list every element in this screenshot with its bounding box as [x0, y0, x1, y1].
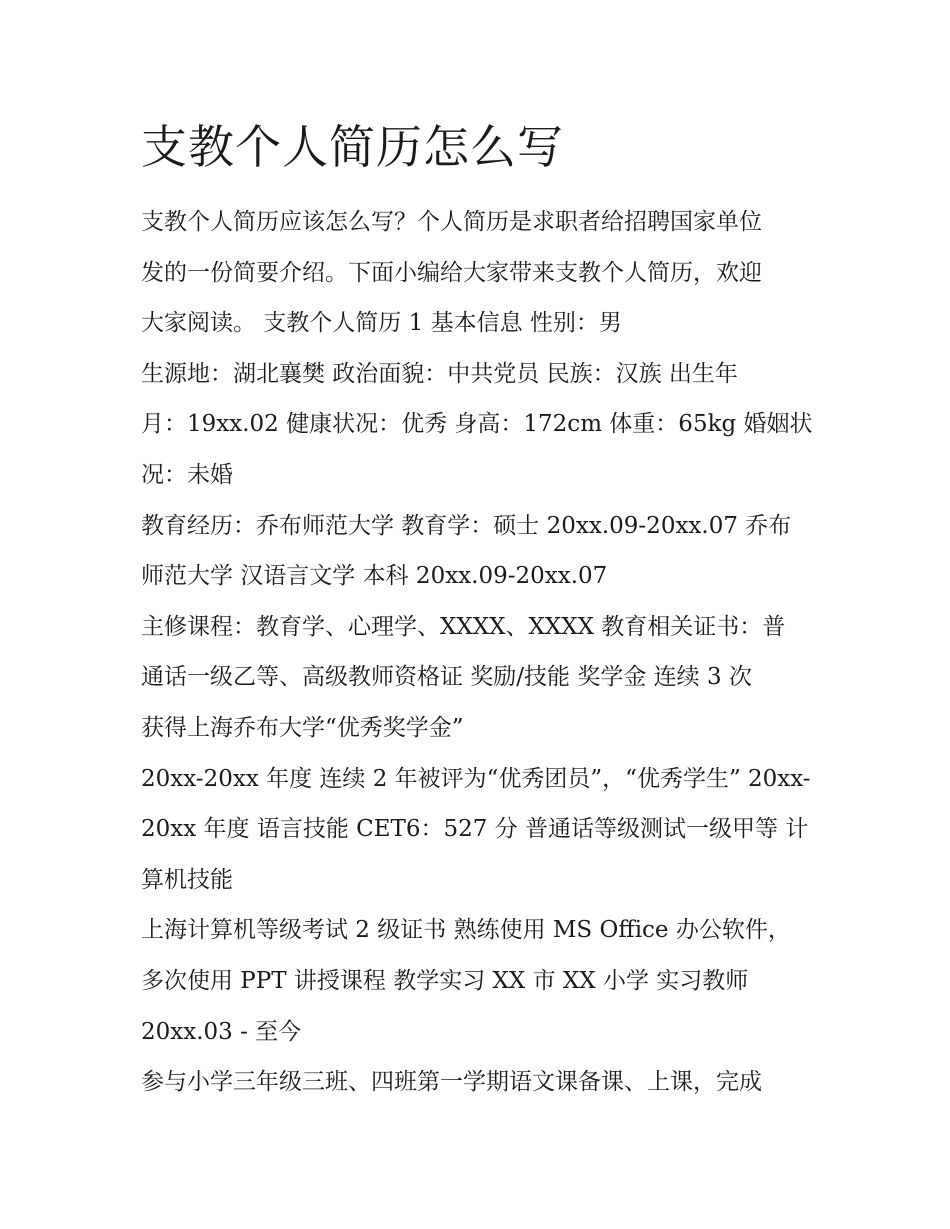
body-line: 师范大学 汉语言文学 本科 20xx.09-20xx.07: [141, 563, 608, 590]
body-line: 月：19xx.02 健康状况：优秀 身高：172cm 体重：65kg 婚姻状: [141, 411, 813, 438]
body-line: 获得上海乔布大学“优秀奖学金”: [141, 714, 464, 741]
body-line: 发的一份简要介绍。下面小编给大家带来支教个人简历，欢迎: [141, 259, 762, 286]
body-line: 主修课程：教育学、心理学、XXXX、XXXX 教育相关证书：普: [141, 613, 786, 640]
body-line: 况：未婚: [141, 461, 233, 488]
document-title: 支教个人简历怎么写: [141, 120, 564, 174]
body-line: 支教个人简历应该怎么写？个人简历是求职者给招聘国家单位: [141, 209, 762, 235]
body-line: 大家阅读。 支教个人简历 1 基本信息 性别：男: [141, 310, 622, 337]
body-line: 算机技能: [141, 866, 233, 893]
body-line: 20xx.03 - 至今: [141, 1018, 302, 1045]
body-line: 教育经历：乔布师范大学 教育学：硕士 20xx.09-20xx.07 乔布: [141, 512, 792, 539]
document-body: [141, 197, 821, 1108]
body-line: 参与小学三年级三班、四班第一学期语文课备课、上课，完成: [141, 1069, 762, 1096]
body-line: 生源地：湖北襄樊 政治面貌：中共党员 民族：汉族 出生年: [141, 360, 738, 387]
body-line: 20xx 年度 语言技能 CET6：527 分 普通话等级测试一级甲等 计: [141, 816, 809, 843]
body-line: 通话一级乙等、高级教师资格证 奖励/技能 奖学金 连续 3 次: [141, 664, 752, 691]
body-line: 上海计算机等级考试 2 级证书 熟练使用 MS Office 办公软件，: [141, 917, 791, 944]
body-line: 20xx-20xx 年度 连续 2 年被评为“优秀团员”，“优秀学生” 20xx-: [141, 765, 811, 792]
body-line: 多次使用 PPT 讲授课程 教学实习 XX 市 XX 小学 实习教师: [141, 967, 749, 994]
